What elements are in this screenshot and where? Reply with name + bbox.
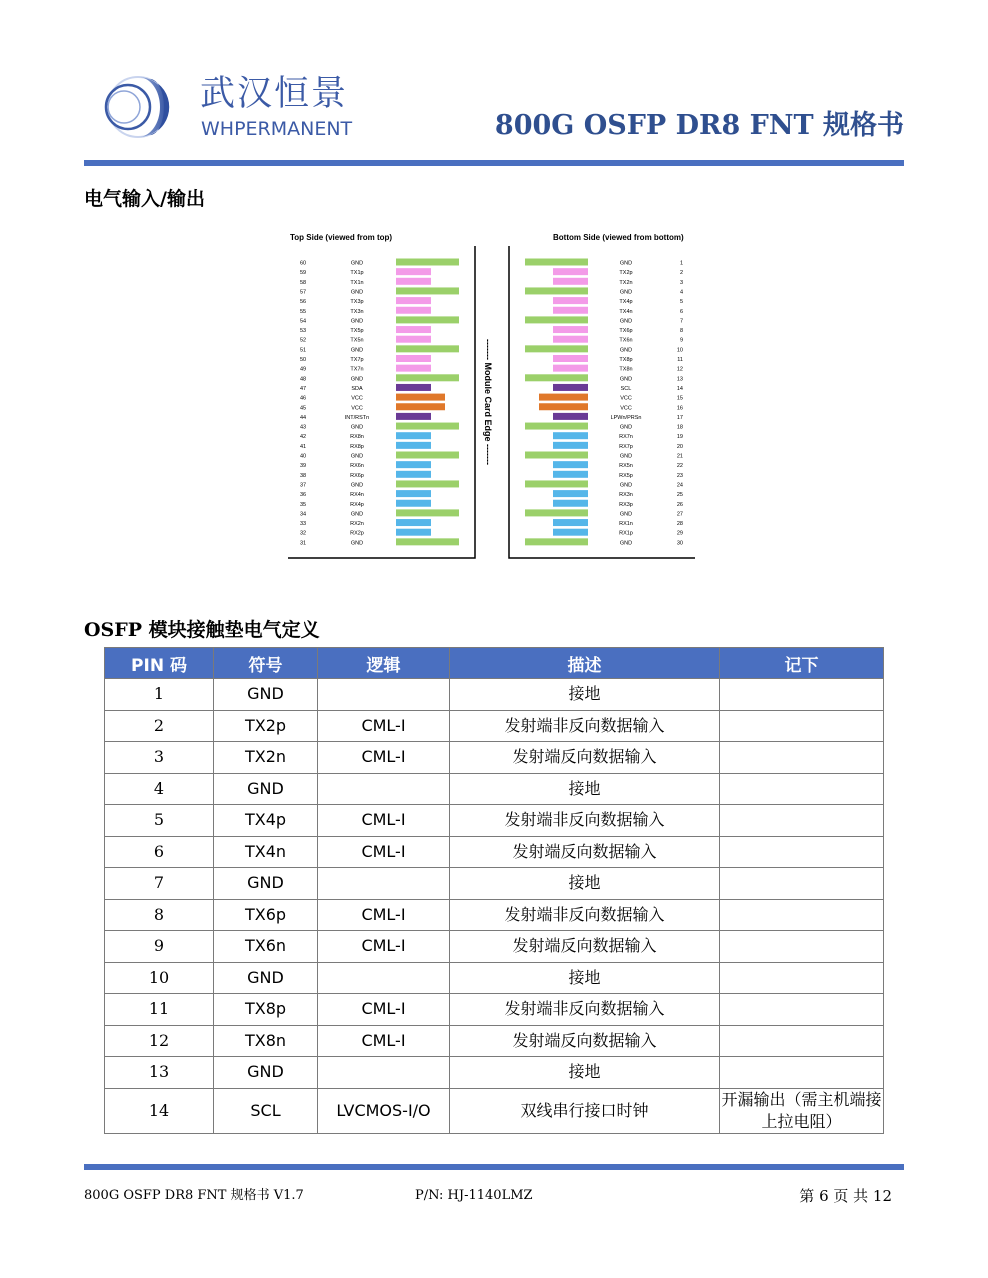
top-pin-pad: [396, 413, 431, 420]
top-pin-number: 46: [300, 395, 307, 402]
top-pin-number: 50: [300, 357, 307, 363]
top-pin-pad: [396, 278, 431, 285]
top-pin-name: SDA: [351, 385, 363, 392]
bottom-pin-pad: [525, 316, 588, 323]
cell-symbol: TX4p: [214, 805, 318, 837]
cell-note: [720, 805, 884, 837]
bottom-pin-name: LPWn/PRSn: [610, 414, 642, 421]
cell-description: 接地: [450, 868, 720, 900]
bottom-pin-number: 24: [676, 482, 683, 489]
cell-pin: 9: [105, 931, 214, 963]
cell-note: [720, 710, 884, 742]
top-pin-pad: [396, 403, 445, 410]
cell-note: [720, 994, 884, 1026]
top-pin-name: TX3n: [350, 308, 364, 315]
top-pin-pad: [396, 365, 431, 372]
cell-description: 发射端反向数据输入: [450, 931, 720, 963]
bottom-pin-pad: [553, 432, 588, 439]
cell-symbol: GND: [214, 773, 318, 805]
top-pin-number: 48: [300, 376, 307, 383]
table-row: [105, 1057, 884, 1089]
bottom-pin-number: 22: [676, 463, 683, 470]
header-divider: [84, 160, 904, 166]
company-name-cn: 武汉恒景: [200, 74, 349, 114]
top-pin-name: VCC: [351, 405, 363, 412]
cell-description: 发射端反向数据输入: [450, 1025, 720, 1057]
top-side-title: Top Side (viewed from top): [290, 233, 393, 242]
bottom-pin-name: TX4n: [619, 308, 633, 315]
bottom-pin-name: GND: [619, 376, 633, 383]
top-pin-number: 40: [300, 453, 307, 460]
bottom-pin-number: 21: [676, 453, 683, 460]
bottom-pin-pad: [539, 403, 588, 410]
bottom-pin-number: 13: [676, 376, 683, 383]
bottom-pin-name: GND: [619, 540, 633, 547]
cell-description: 发射端非反向数据输入: [450, 994, 720, 1026]
top-pin-name: GND: [350, 453, 364, 460]
top-pin-pad: [396, 355, 431, 362]
bottom-pin-name: RX7n: [619, 434, 633, 441]
cell-symbol: TX6p: [214, 899, 318, 931]
top-pin-number: 38: [300, 472, 307, 479]
cell-logic: [318, 868, 450, 900]
bottom-pin-name: TX8n: [619, 366, 633, 373]
pin-assignment-diagram: [285, 228, 705, 564]
header-logic: 逻辑: [318, 648, 450, 679]
bottom-pin-name: RX7p: [619, 443, 633, 450]
cell-symbol: SCL: [214, 1088, 318, 1133]
bottom-pin-number: 5: [679, 299, 683, 306]
top-pin-pad: [396, 461, 431, 468]
bottom-pin-pad: [525, 423, 588, 430]
table-row: [105, 742, 884, 774]
top-pin-name: INT/RSTn: [344, 414, 370, 421]
bottom-pin-number: 14: [676, 385, 683, 392]
cell-description: 发射端非反向数据输入: [450, 710, 720, 742]
top-pin-number: 44: [300, 414, 307, 421]
cell-pin: 12: [105, 1025, 214, 1057]
table-row: [105, 931, 884, 963]
bottom-side-title: Bottom Side (viewed from bottom): [553, 233, 684, 242]
top-pin-pad: [396, 509, 459, 516]
top-pin-number: 60: [300, 260, 307, 267]
top-pin-pad: [396, 374, 459, 381]
cell-description: 接地: [450, 773, 720, 805]
top-pin-pad: [396, 442, 431, 449]
bottom-pin-pad: [553, 413, 588, 420]
bottom-pin-number: 19: [676, 434, 683, 441]
bottom-pin-number: 7: [679, 318, 683, 325]
bottom-pin-number: 15: [676, 395, 683, 402]
top-pin-pad: [396, 452, 459, 459]
company-name-en: WHPERMANENT: [201, 118, 353, 140]
cell-pin: 11: [105, 994, 214, 1026]
top-pin-pad: [396, 538, 459, 545]
top-pin-number: 53: [300, 328, 307, 335]
cell-symbol: TX8n: [214, 1025, 318, 1057]
cell-logic: CML-I: [318, 1025, 450, 1057]
bottom-pin-number: 29: [676, 530, 683, 537]
bottom-pin-pad: [553, 500, 588, 507]
top-pin-name: TX7n: [350, 366, 364, 373]
top-pin-pad: [396, 384, 431, 391]
top-pin-name: TX1n: [350, 279, 364, 286]
table-row: [105, 836, 884, 868]
top-pin-number: 49: [300, 366, 307, 373]
table-row: [105, 710, 884, 742]
footer-doc-version: 800G OSFP DR8 FNT 规格书 V1.7: [84, 1188, 304, 1203]
cell-pin: 10: [105, 962, 214, 994]
top-pin-pad: [396, 500, 431, 507]
top-pin-name: TX7p: [350, 357, 364, 363]
bottom-pin-name: RX3n: [619, 492, 633, 499]
cell-pin: 5: [105, 805, 214, 837]
bottom-pin-number: 12: [676, 366, 683, 373]
top-pin-name: TX5n: [350, 337, 364, 344]
bottom-pin-pad: [525, 259, 588, 266]
top-pin-name: RX6p: [350, 472, 364, 479]
bottom-pin-pad: [553, 490, 588, 497]
top-pin-number: 52: [300, 337, 307, 344]
cell-symbol: GND: [214, 679, 318, 711]
bottom-pin-pad: [553, 336, 588, 343]
top-pin-number: 32: [300, 530, 307, 537]
section-title-io: 电气输入/输出: [84, 188, 205, 210]
cell-description: 接地: [450, 962, 720, 994]
cell-note: [720, 962, 884, 994]
top-pin-number: 59: [300, 270, 307, 277]
bottom-pin-pad: [525, 538, 588, 545]
bottom-pin-name: TX2p: [619, 270, 633, 277]
top-pin-name: TX1p: [350, 270, 364, 277]
header-description: 描述: [450, 648, 720, 679]
bottom-pin-pad: [553, 355, 588, 362]
cell-pin: 2: [105, 710, 214, 742]
cell-description: 发射端反向数据输入: [450, 742, 720, 774]
bottom-pin-name: TX4p: [619, 299, 633, 306]
top-pin-name: GND: [350, 511, 364, 518]
bottom-pin-pad: [553, 326, 588, 333]
bottom-pin-number: 9: [679, 337, 683, 344]
top-pin-name: GND: [350, 318, 364, 325]
bottom-pin-name: GND: [619, 424, 633, 431]
bottom-pin-name: RX5p: [619, 472, 633, 479]
top-pin-number: 47: [300, 385, 307, 392]
top-pin-number: 56: [300, 299, 307, 306]
top-pin-name: RX2p: [350, 530, 364, 537]
cell-pin: 3: [105, 742, 214, 774]
bottom-pin-pad: [553, 278, 588, 285]
bottom-pin-pad: [553, 471, 588, 478]
bottom-pin-number: 28: [676, 521, 683, 528]
top-pin-number: 33: [300, 521, 307, 528]
bottom-pin-number: 25: [676, 492, 683, 499]
bottom-pin-pad: [525, 374, 588, 381]
cell-pin: 1: [105, 679, 214, 711]
table-header-row: [105, 648, 884, 679]
bottom-pin-name: GND: [619, 260, 633, 267]
table-row: [105, 679, 884, 711]
bottom-pin-name: GND: [619, 482, 633, 489]
bottom-pin-number: 3: [679, 279, 683, 286]
bottom-pin-number: 8: [679, 328, 683, 335]
bottom-pin-pad: [553, 529, 588, 536]
bottom-pin-name: RX1n: [619, 521, 633, 528]
bottom-pin-pad: [553, 519, 588, 526]
cell-description: 接地: [450, 679, 720, 711]
top-pin-number: 41: [300, 443, 307, 450]
bottom-pin-pad: [525, 287, 588, 294]
top-pin-number: 55: [300, 308, 307, 315]
bottom-pin-name: RX3p: [619, 501, 633, 508]
cell-note: [720, 931, 884, 963]
cell-note: [720, 742, 884, 774]
footer-page-number: 第 6 页 共 12: [799, 1187, 892, 1205]
header-symbol: 符号: [214, 648, 318, 679]
bottom-pin-name: TX8p: [619, 357, 633, 363]
top-pin-pad: [396, 432, 431, 439]
top-pin-pad: [396, 529, 431, 536]
footer-divider: [84, 1164, 904, 1170]
table-row: [105, 899, 884, 931]
bottom-pin-number: 10: [676, 347, 683, 354]
cell-note: [720, 836, 884, 868]
top-pin-name: VCC: [351, 395, 363, 402]
top-pin-name: GND: [350, 260, 364, 267]
bottom-pin-pad: [553, 365, 588, 372]
bottom-pin-number: 11: [677, 357, 683, 363]
cell-logic: CML-I: [318, 994, 450, 1026]
top-pin-name: GND: [350, 482, 364, 489]
table-row: [105, 962, 884, 994]
top-pin-name: GND: [350, 347, 364, 354]
cell-description: 发射端非反向数据输入: [450, 805, 720, 837]
header-pin: PIN 码: [105, 648, 214, 679]
bottom-pin-number: 6: [679, 308, 683, 315]
top-pin-name: RX2n: [350, 521, 364, 528]
bottom-pin-number: 1: [679, 260, 683, 267]
top-pin-number: 42: [300, 434, 307, 441]
top-pin-name: RX6n: [350, 463, 364, 470]
top-pin-pad: [396, 307, 431, 314]
cell-symbol: TX4n: [214, 836, 318, 868]
footer-part-number: P/N: HJ-1140LMZ: [415, 1188, 533, 1203]
section-title-table: OSFP 模块接触垫电气定义: [84, 619, 320, 641]
top-pin-number: 45: [300, 405, 307, 412]
cell-note: 开漏输出（需主机端接上拉电阻）: [720, 1088, 884, 1133]
top-pin-name: TX5p: [350, 328, 364, 335]
bottom-pin-pad: [553, 384, 588, 391]
bottom-pin-name: TX6p: [619, 328, 633, 335]
top-pin-number: 43: [300, 424, 307, 431]
top-pin-pad: [396, 287, 459, 294]
cell-symbol: GND: [214, 962, 318, 994]
cell-logic: [318, 773, 450, 805]
top-pin-number: 58: [300, 279, 307, 286]
bottom-pin-name: GND: [619, 318, 633, 325]
bottom-pin-pad: [553, 442, 588, 449]
bottom-pin-number: 18: [676, 424, 683, 431]
cell-symbol: TX2n: [214, 742, 318, 774]
cell-description: 双线串行接口时钟: [450, 1088, 720, 1133]
top-pin-name: GND: [350, 289, 364, 296]
top-pin-pad: [396, 519, 431, 526]
bottom-pin-name: TX6n: [619, 337, 633, 344]
cell-pin: 4: [105, 773, 214, 805]
cell-pin: 8: [105, 899, 214, 931]
top-pin-pad: [396, 336, 431, 343]
bottom-pin-number: 16: [676, 405, 683, 412]
top-pin-number: 54: [300, 318, 307, 325]
cell-pin: 13: [105, 1057, 214, 1089]
cell-description: 发射端反向数据输入: [450, 836, 720, 868]
bottom-pin-name: VCC: [620, 405, 632, 412]
cell-logic: [318, 679, 450, 711]
bottom-pin-pad: [525, 452, 588, 459]
bottom-pin-pad: [553, 307, 588, 314]
bottom-pin-number: 4: [679, 289, 683, 296]
top-pin-number: 51: [300, 347, 307, 354]
header-note: 记下: [720, 648, 884, 679]
bottom-pin-pad: [525, 480, 588, 487]
table-row: [105, 994, 884, 1026]
top-pin-number: 57: [300, 289, 307, 296]
bottom-pin-name: SCL: [620, 385, 632, 392]
top-pin-pad: [396, 394, 445, 401]
top-pin-number: 31: [300, 540, 307, 547]
bottom-pin-pad: [539, 394, 588, 401]
cell-note: [720, 679, 884, 711]
cell-description: 接地: [450, 1057, 720, 1089]
pin-definition-table: [104, 647, 884, 1134]
bottom-pin-number: 26: [676, 501, 683, 508]
table-row: [105, 1025, 884, 1057]
bottom-pin-name: RX5n: [619, 463, 633, 470]
top-pin-pad: [396, 490, 431, 497]
top-pin-name: GND: [350, 376, 364, 383]
bottom-pin-number: 27: [676, 511, 683, 518]
top-pin-name: RX8n: [350, 434, 364, 441]
cell-logic: CML-I: [318, 931, 450, 963]
cell-logic: CML-I: [318, 899, 450, 931]
cell-note: [720, 1025, 884, 1057]
bottom-pin-name: TX2n: [619, 279, 633, 286]
bottom-pin-name: RX1p: [619, 530, 633, 537]
cell-symbol: GND: [214, 1057, 318, 1089]
top-pin-number: 34: [300, 511, 307, 518]
bottom-pin-name: GND: [619, 347, 633, 354]
top-pin-pad: [396, 297, 431, 304]
bottom-pin-name: GND: [619, 453, 633, 460]
top-pin-number: 36: [300, 492, 307, 499]
top-pin-name: RX8p: [350, 443, 364, 450]
top-pin-pad: [396, 423, 459, 430]
top-pin-name: GND: [350, 424, 364, 431]
bottom-pin-pad: [553, 297, 588, 304]
bottom-pin-pad: [525, 509, 588, 516]
table-row: [105, 1088, 884, 1133]
bottom-pin-number: 30: [676, 540, 683, 547]
bottom-pin-number: 23: [676, 472, 683, 479]
top-pin-pad: [396, 268, 431, 275]
top-pin-pad: [396, 326, 431, 333]
cell-logic: CML-I: [318, 836, 450, 868]
document-title: 800G OSFP DR8 FNT 规格书: [494, 110, 904, 141]
bottom-pin-pad: [553, 461, 588, 468]
top-pin-number: 35: [300, 501, 307, 508]
top-pin-pad: [396, 316, 459, 323]
top-pin-name: TX3p: [350, 299, 364, 306]
cell-logic: CML-I: [318, 742, 450, 774]
bottom-pin-name: VCC: [620, 395, 632, 402]
cell-logic: CML-I: [318, 805, 450, 837]
bottom-pin-pad: [553, 268, 588, 275]
bottom-pin-pad: [525, 345, 588, 352]
table-row: [105, 773, 884, 805]
top-pin-pad: [396, 345, 459, 352]
cell-note: [720, 773, 884, 805]
top-pin-name: RX4n: [350, 492, 364, 499]
top-pin-pad: [396, 471, 431, 478]
cell-description: 发射端非反向数据输入: [450, 899, 720, 931]
cell-symbol: GND: [214, 868, 318, 900]
bottom-pin-number: 17: [676, 414, 683, 421]
table-row: [105, 868, 884, 900]
bottom-pin-number: 2: [679, 270, 683, 277]
top-pin-pad: [396, 259, 459, 266]
top-pin-name: RX4p: [350, 501, 364, 508]
top-pin-number: 39: [300, 463, 307, 470]
cell-note: [720, 1057, 884, 1089]
cell-pin: 7: [105, 868, 214, 900]
cell-logic: CML-I: [318, 710, 450, 742]
top-pin-name: GND: [350, 540, 364, 547]
cell-symbol: TX8p: [214, 994, 318, 1026]
cell-note: [720, 899, 884, 931]
cell-logic: [318, 1057, 450, 1089]
cell-symbol: TX2p: [214, 710, 318, 742]
top-pin-pad: [396, 480, 459, 487]
cell-note: [720, 868, 884, 900]
cell-logic: [318, 962, 450, 994]
cell-logic: LVCMOS-I/O: [318, 1088, 450, 1133]
table-row: [105, 805, 884, 837]
bottom-pin-name: GND: [619, 289, 633, 296]
company-logo-icon: [98, 74, 194, 140]
cell-pin: 14: [105, 1088, 214, 1133]
cell-pin: 6: [105, 836, 214, 868]
cell-symbol: TX6n: [214, 931, 318, 963]
top-pin-number: 37: [300, 482, 307, 489]
bottom-pin-name: GND: [619, 511, 633, 518]
module-card-edge-label: ------- Module Card Edge -------: [483, 339, 493, 465]
bottom-pin-number: 20: [676, 443, 683, 450]
